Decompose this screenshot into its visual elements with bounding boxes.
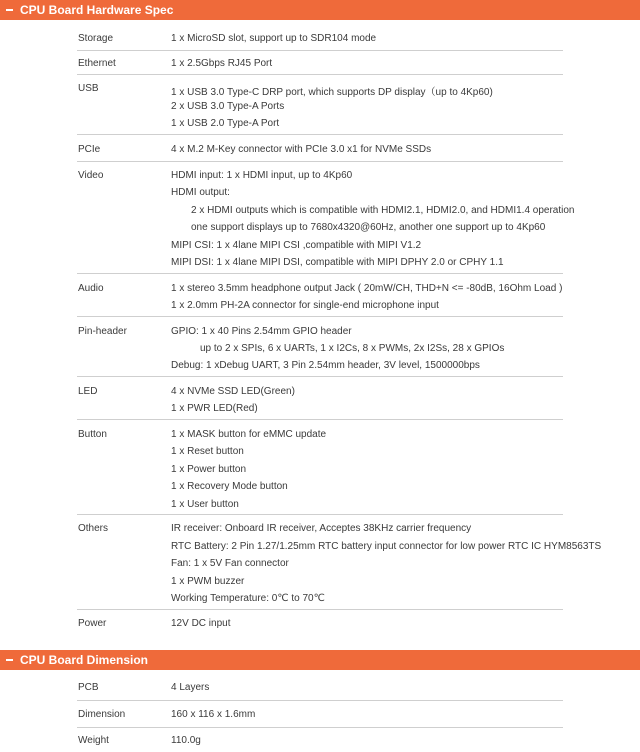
row-value: 1 x Power button	[171, 464, 247, 475]
row-label: Storage	[78, 33, 114, 44]
spec-row-pcie	[77, 135, 563, 162]
row-value: one support displays up to 7680x4320@60Hz, another one support up to 4Kp60	[191, 222, 546, 233]
row-value: 4 x M.2 M-Key connector with PCIe 3.0 x1 for NVMe SSDs	[171, 144, 432, 155]
row-value: HDMI output:	[171, 187, 230, 198]
row-value: 1 x PWR LED(Red)	[171, 403, 258, 414]
dash-icon	[6, 9, 13, 11]
row-label: Button	[78, 429, 107, 440]
hardware-spec-table	[77, 20, 602, 640]
row-value: 110.0g	[171, 735, 201, 746]
spec-row-pcb	[77, 670, 563, 701]
row-label: LED	[78, 386, 98, 397]
section-title: CPU Board Dimension	[20, 653, 149, 667]
spec-row-weight	[77, 728, 563, 752]
section-title: CPU Board Hardware Spec	[20, 3, 174, 17]
row-value: 1 x Reset button	[171, 446, 244, 457]
row-label: USB	[78, 83, 99, 94]
row-label: Weight	[78, 735, 109, 746]
row-value: IR receiver: Onboard IR receiver, Acceptes 38KHz carrier frequency	[171, 523, 472, 534]
row-value: 1 x MASK button for eMMC update	[171, 429, 327, 440]
spec-row-dimension	[77, 701, 563, 728]
row-value: MIPI DSI: 1 x 4lane MIPI DSI, compatible with MIPI DPHY 2.0 or CPHY 1.1	[171, 257, 504, 268]
spec-row-power	[77, 610, 563, 640]
section-header-hardware-spec	[0, 0, 640, 20]
row-value: 1 x MicroSD slot, support up to SDR104 mode	[171, 33, 377, 44]
row-value: RTC Battery: 2 Pin 1.27/1.25mm RTC battery input connector for low power RTC IC HYM8563TS	[171, 541, 602, 552]
row-value: 4 x NVMe SSD LED(Green)	[171, 386, 295, 397]
row-label: Video	[78, 170, 104, 181]
spec-row-storage	[77, 20, 563, 51]
row-label: Pin-header	[78, 326, 127, 337]
section-header-dimension	[0, 650, 640, 670]
row-value: 1 x 2.5Gbps RJ45 Port	[171, 58, 273, 69]
row-value: HDMI input: 1 x HDMI input, up to 4Kp60	[171, 170, 353, 181]
row-value: 160 x 116 x 1.6mm	[171, 709, 256, 720]
row-value: 1 x User button	[171, 499, 239, 510]
spec-row-usb	[77, 75, 563, 135]
row-value: Debug: 1 xDebug UART, 3 Pin 2.54mm header, 3V level, 1500000bps	[171, 360, 480, 371]
row-value: 2 x HDMI outputs which is compatible with HDMI2.1, HDMI2.0, and HDMI1.4 operation	[191, 205, 575, 216]
row-value: 1 x USB 2.0 Type-A Port	[171, 118, 280, 129]
row-value: 12V DC input	[171, 618, 231, 629]
row-value: MIPI CSI: 1 x 4lane MIPI CSI ,compatible with MIPI V1.2	[171, 240, 422, 251]
row-value: 1 x PWM buzzer	[171, 576, 245, 587]
row-value: 1 x 2.0mm PH-2A connector for single-end microphone input	[171, 300, 439, 311]
dash-icon	[6, 659, 13, 661]
spec-row-video	[77, 162, 575, 274]
row-label: Power	[78, 618, 107, 629]
row-value: 2 x USB 3.0 Type-A Ports	[171, 101, 285, 112]
spec-row-others	[77, 515, 602, 610]
spec-row-led	[77, 377, 563, 420]
spec-row-ethernet	[77, 51, 563, 75]
row-label: Ethernet	[78, 58, 116, 69]
row-label: Dimension	[78, 709, 126, 720]
spec-row-pin-header	[77, 317, 563, 377]
row-value: Fan: 1 x 5V Fan connector	[171, 558, 289, 569]
row-label: Audio	[78, 283, 104, 294]
spec-row-button	[77, 420, 563, 515]
row-value: 1 x Recovery Mode button	[171, 481, 288, 492]
dimension-table	[77, 670, 563, 752]
row-value: 4 Layers	[171, 682, 210, 693]
row-value: up to 2 x SPIs, 6 x UARTs, 1 x I2Cs, 8 x PWMs, 2x I2Ss, 28 x GPIOs	[200, 343, 505, 354]
row-value: 1 x stereo 3.5mm headphone output Jack ( 20mW/CH, THD+N <= -80dB, 16Ohm Load )	[171, 283, 563, 294]
row-label: PCIe	[78, 144, 101, 155]
row-value: 1 x USB 3.0 Type-C DRP port, which supports DP display（up to 4Kp60)	[171, 87, 493, 98]
row-value: GPIO: 1 x 40 Pins 2.54mm GPIO header	[171, 326, 352, 337]
row-value: Working Temperature: 0℃ to 70℃	[171, 593, 325, 604]
spec-row-audio	[77, 274, 563, 317]
row-label: Others	[78, 523, 109, 534]
row-label: PCB	[78, 682, 99, 693]
